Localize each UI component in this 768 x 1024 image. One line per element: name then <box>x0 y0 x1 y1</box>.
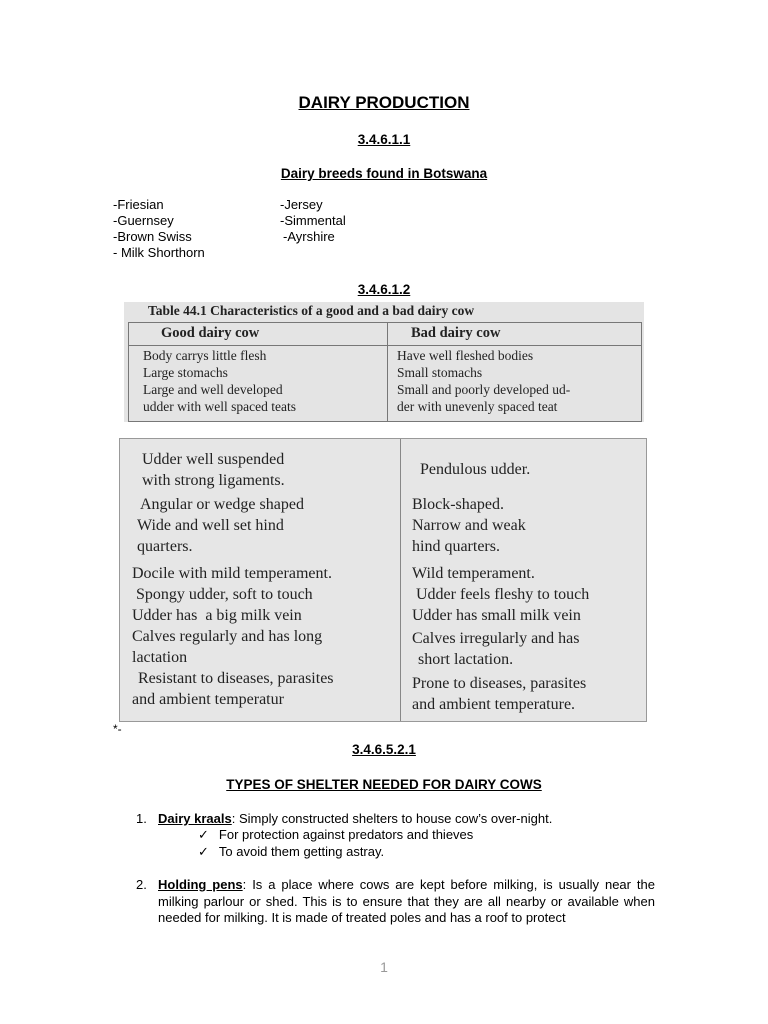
page-title: DAIRY PRODUCTION <box>298 93 470 112</box>
list-item-text <box>158 811 552 828</box>
breed-item: -Jersey <box>280 197 323 212</box>
good-trait: Angular or wedge shaped <box>140 496 304 513</box>
good-traits-cell <box>143 347 393 415</box>
check-item-text: For protection against predators and thieves <box>218 827 474 842</box>
bad-traits-cell <box>397 347 647 415</box>
good-trait: Docile with mild temperament. <box>132 565 332 582</box>
breed-item: -Simmental <box>280 213 346 228</box>
list-item-holding-pens <box>158 877 655 927</box>
breed-item: -Brown Swiss <box>113 229 192 244</box>
section-heading-shelter: TYPES OF SHELTER NEEDED FOR DAIRY COWS <box>226 777 542 792</box>
good-trait: Spongy udder, soft to touch <box>136 586 313 603</box>
breed-item: - Milk Shorthorn <box>113 245 205 260</box>
table-divider <box>400 439 401 721</box>
good-trait: udder with well spaced teats <box>143 399 296 414</box>
list-number: 2. <box>136 877 147 892</box>
checkmark-icon: ✓ <box>198 843 209 859</box>
bad-trait: short lactation. <box>418 651 514 668</box>
table-grid <box>128 322 642 422</box>
page-number: 1 <box>380 959 388 975</box>
good-trait: lactation <box>132 649 188 666</box>
breed-item: -Guernsey <box>113 213 174 228</box>
checkmark-icon: ✓ <box>198 827 209 842</box>
section-number-3: 3.4.6.5.2.1 <box>352 742 416 757</box>
bad-trait: hind quarters. <box>412 538 500 555</box>
section-heading-breeds: Dairy breeds found in Botswana <box>280 166 488 181</box>
scanned-table-traits-continued <box>119 438 647 722</box>
bad-trait: der with unevenly spaced teat <box>397 399 558 414</box>
breed-item: -Friesian <box>113 197 164 212</box>
check-item <box>198 827 473 844</box>
good-traits-column <box>132 449 394 710</box>
bad-trait: Narrow and weak <box>412 517 526 534</box>
bad-trait: Wild temperament. <box>412 565 535 582</box>
header-good-dairy-cow: Good dairy cow <box>161 325 260 341</box>
good-trait: quarters. <box>137 538 193 555</box>
good-trait: Udder well suspended <box>142 451 285 468</box>
term-holding-pens: Holding pens <box>158 877 243 892</box>
bad-trait: and ambient temperature. <box>412 696 576 713</box>
good-trait: Large and well developed <box>143 382 283 397</box>
bad-trait: Udder feels fleshy to touch <box>416 586 590 603</box>
breed-item: -Ayrshire <box>283 229 335 244</box>
bad-trait: Have well fleshed bodies <box>397 348 534 363</box>
bad-trait: Udder has small milk vein <box>412 607 581 624</box>
definition-text: : Is a place where cows are kept before milking, is usually near the milking parlour or shed. This is to ensure that they are all nearby or available when needed for milking. It is made of treated poles and has a roof to protect <box>158 877 655 925</box>
good-trait: Calves regularly and has long <box>132 628 323 645</box>
good-trait: Resistant to diseases, parasites <box>138 670 334 687</box>
bad-trait: Pendulous udder. <box>420 461 531 478</box>
bad-trait: Block-shaped. <box>412 496 504 513</box>
bad-trait: Small and poorly developed ud- <box>397 382 571 397</box>
bad-trait: Prone to diseases, parasites <box>412 675 587 692</box>
breeds-left-list <box>113 197 205 261</box>
bad-traits-column <box>412 459 644 715</box>
check-item <box>198 844 473 861</box>
check-item-text: To avoid them getting astray. <box>218 843 385 859</box>
checklist <box>198 827 473 860</box>
breeds-right-list <box>280 197 346 245</box>
section-number-2: 3.4.6.1.2 <box>357 282 411 297</box>
good-trait: Udder has a big milk vein <box>132 607 302 624</box>
bad-trait: Calves irregularly and has <box>412 630 580 647</box>
good-trait: Body carrys little flesh <box>143 348 267 363</box>
list-number: 1. <box>136 811 147 826</box>
good-trait: and ambient temperatur <box>132 691 284 708</box>
term-dairy-kraals: Dairy kraals <box>158 811 232 826</box>
section-number-1: 3.4.6.1.1 <box>357 132 411 147</box>
good-trait: with strong ligaments. <box>142 472 285 489</box>
header-bad-dairy-cow: Bad dairy cow <box>411 325 501 341</box>
table-caption: Table 44.1 Characteristics of a good and a bad dairy cow <box>148 303 475 318</box>
scanned-table-characteristics <box>124 302 644 422</box>
good-trait: Wide and well set hind <box>137 517 284 534</box>
good-trait: Large stomachs <box>143 365 228 380</box>
bad-trait: Small stomachs <box>397 365 483 380</box>
star-mark: *- <box>113 722 122 736</box>
definition-text: : Simply constructed shelters to house cow’s over-night. <box>231 811 553 826</box>
